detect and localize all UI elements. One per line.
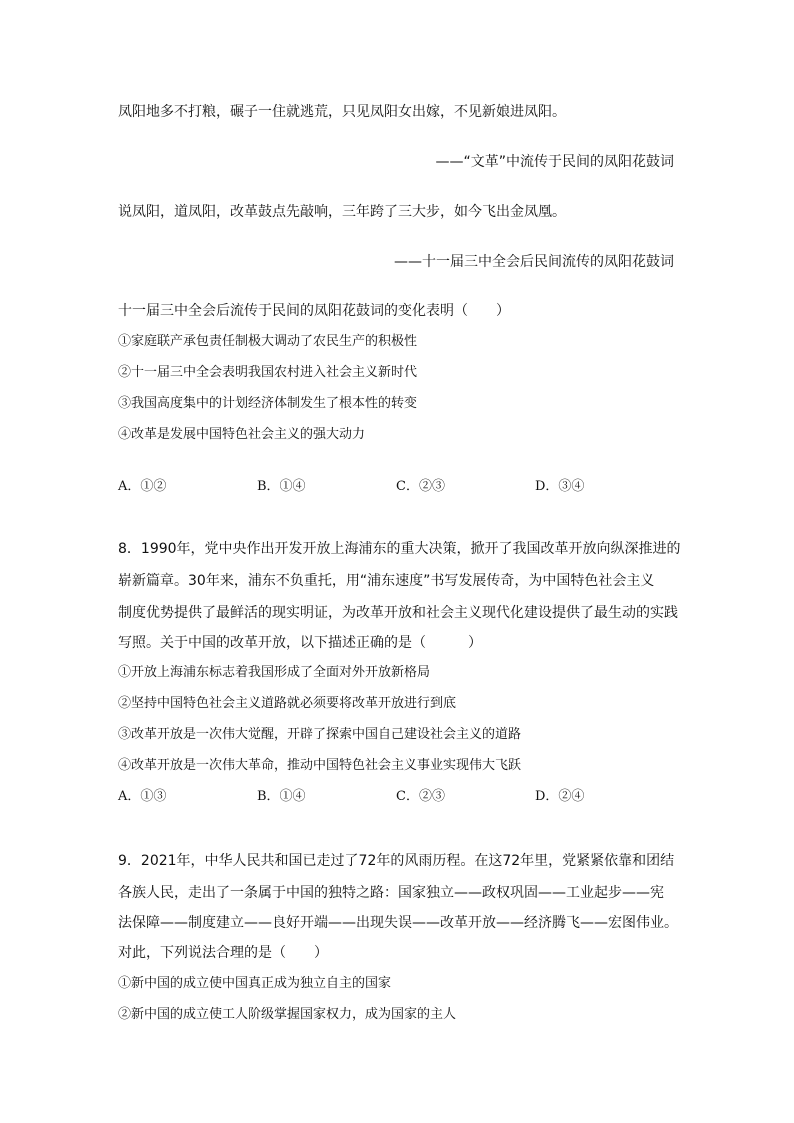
q7-option-b: B．①④ [257,479,306,494]
q7-item-3: ③我国高度集中的计划经济体制发生了根本性的转变 [118,396,418,411]
q9-item-2: ②新中国的成立使工人阶级掌握国家权力，成为国家的主人 [118,1007,457,1022]
q9-stem-line-2: 各族人民，走出了一条属于中国的独特之路：国家独立——政权巩固——工业起步——宪 [118,885,664,901]
q8-item-3: ③改革开放是一次伟大觉醒，开辟了探索中国自己建设社会主义的道路 [118,727,522,742]
q8-item-1: ①开放上海浦东标志着我国形成了全面对外开放新格局 [118,665,431,680]
q7-option-c: C．②③ [396,479,445,494]
q8-stem-line-4: 写照。关于中国的改革开放，以下描述正确的是（ ） [118,635,482,651]
q8-item-2: ②坚持中国特色社会主义道路就必须要将改革开放进行到底 [118,696,457,711]
q9-stem-line-3: 法保障——制度建立——良好开端——出现失误——改革开放——经济腾飞——宏图伟业。 [118,915,678,931]
q7-item-4: ④改革是发展中国特色社会主义的强大动力 [118,427,366,442]
poem-line-1: 凤阳地多不打粮，碾子一住就逃荒，只见凤阳女出嫁，不见新娘进凤阳。 [118,104,566,120]
q8-option-c: C．②③ [396,789,445,804]
q8-option-a: A．①③ [118,789,167,804]
q7-item-1: ①家庭联产承包责任制极大调动了农民生产的积极性 [118,334,418,349]
q8-stem-line-1: 8．1990年，党中央作出开发开放上海浦东的重大决策，掀开了我国改革开放向纵深推进的 [118,541,681,557]
q9-item-1: ①新中国的成立使中国真正成为独立自主的国家 [118,976,392,991]
q7-option-d: D．③④ [535,479,585,494]
q8-item-4: ④改革开放是一次伟大革命，推动中国特色社会主义事业实现伟大飞跃 [118,758,522,773]
q7-item-2: ②十一届三中全会表明我国农村进入社会主义新时代 [118,365,418,380]
q7-option-a: A．①② [118,479,167,494]
q8-option-b: B．①④ [257,789,306,804]
q8-stem-line-3: 制度优势提供了最鲜活的现实明证，为改革开放和社会主义现代化建设提供了最生动的实践 [118,605,678,621]
q9-stem-line-4: 对此，下列说法合理的是（ ） [118,945,328,961]
q8-stem-line-2: 崭新篇章。30年来，浦东不负重托，用“浦东速度”书写发展传奇，为中国特色社会主义 [118,573,655,589]
q9-stem-line-1: 9．2021年，中华人民共和国已走过了72年的风雨历程。在这72年里，党紧紧依靠和团结 [118,853,675,869]
poem-source-1: ——“文革”中流传于民间的凤阳花鼓词 [435,154,674,170]
q7-stem: 十一届三中全会后流传于民间的凤阳花鼓词的变化表明（ ） [118,303,510,319]
poem-source-2: ——十一届三中全会后民间流传的凤阳花鼓词 [394,254,674,270]
q8-option-d: D．②④ [535,789,585,804]
poem-line-2: 说凤阳，道凤阳，改革鼓点先敲响，三年跨了三大步，如今飞出金凤凰。 [118,204,566,220]
